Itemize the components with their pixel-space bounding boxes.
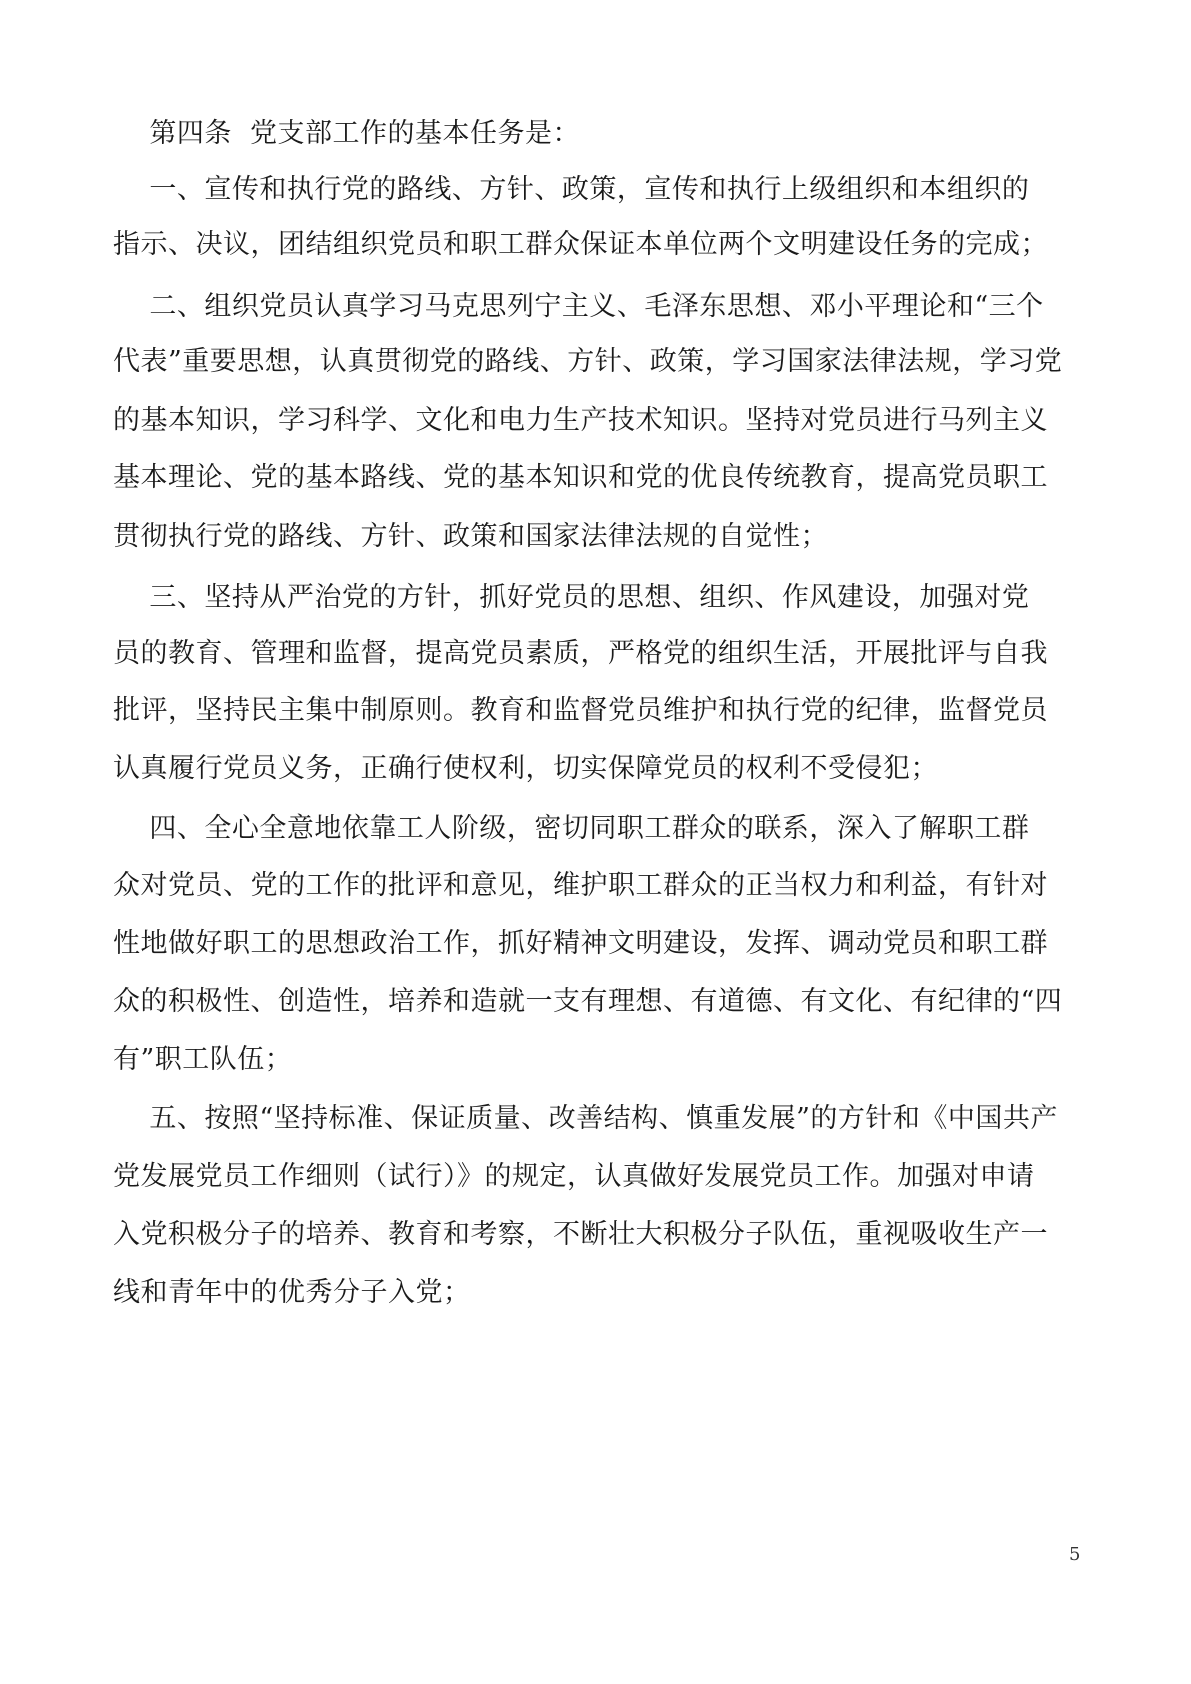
text-line: 众对党员、党的工作的批评和意见，维护职工群众的正当权力和利益，有针对: [113, 870, 1048, 901]
text-line: 基本理论、党的基本路线、党的基本知识和党的优良传统教育，提高党员职工: [113, 462, 1048, 493]
text-line: 认真履行党员义务，正确行使权利，切实保障党员的权利不受侵犯；: [113, 753, 938, 784]
text-line: 四、全心全意地依靠工人阶级，密切同职工群众的联系，深入了解职工群: [113, 813, 1030, 844]
text-line: 第四条 党支部工作的基本任务是：: [113, 118, 580, 149]
text-line: 三、坚持从严治党的方针，抓好党员的思想、组织、作风建设，加强对党: [113, 582, 1030, 613]
text-line: 的基本知识，学习科学、文化和电力生产技术知识。坚持对党员进行马列主义: [113, 405, 1048, 436]
text-line: 代表”重要思想，认真贯彻党的路线、方针、政策，学习国家法律法规，学习党: [113, 346, 1063, 377]
text-line: 党发展党员工作细则（试行）》的规定，认真做好发展党员工作。加强对申请: [113, 1161, 1035, 1192]
text-line: 批评，坚持民主集中制原则。教育和监督党员维护和执行党的纪律，监督党员: [113, 695, 1048, 726]
text-line: 有”职工队伍；: [113, 1044, 293, 1075]
text-line: 贯彻执行党的路线、方针、政策和国家法律法规的自觉性；: [113, 521, 828, 552]
text-line: 一、宣传和执行党的路线、方针、政策，宣传和执行上级组织和本组织的: [113, 174, 1030, 205]
page-number: 5: [1069, 1544, 1081, 1565]
text-line: 众的积极性、创造性，培养和造就一支有理想、有道德、有文化、有纪律的“四: [113, 986, 1063, 1017]
text-line: 指示、决议，团结组织党员和职工群众保证本单位两个文明建设任务的完成；: [113, 229, 1048, 260]
text-line: 性地做好职工的思想政治工作，抓好精神文明建设，发挥、调动党员和职工群: [113, 928, 1048, 959]
text-line: 五、按照“坚持标准、保证质量、改善结构、慎重发展”的方针和《中国共产: [113, 1103, 1058, 1134]
text-line: 入党积极分子的培养、教育和考察，不断壮大积极分子队伍，重视吸收生产一: [113, 1219, 1048, 1250]
text-line: 员的教育、管理和监督，提高党员素质，严格党的组织生活，开展批评与自我: [113, 638, 1048, 669]
text-line: 二、组织党员认真学习马克思列宁主义、毛泽东思想、邓小平理论和“三个: [113, 291, 1044, 322]
text-line: 线和青年中的优秀分子入党；: [113, 1277, 471, 1308]
